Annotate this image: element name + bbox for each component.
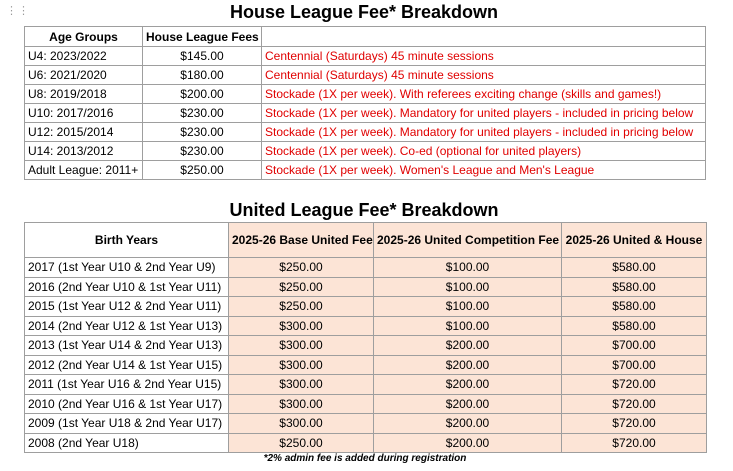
total-fee-cell: $580.00 [562,297,707,317]
fee-cell: $230.00 [143,142,262,161]
base-fee-cell: $300.00 [229,414,374,434]
drag-handle-icon[interactable]: ⋮⋮ [6,4,30,17]
birth-year-cell: 2011 (1st Year U16 & 2nd Year U15) [25,375,229,395]
competition-fee-cell: $200.00 [374,355,562,375]
note-cell: Stockade (1X per week). Women's League and Men's League [262,161,706,180]
fee-cell: $230.00 [143,104,262,123]
total-fee-cell: $720.00 [562,394,707,414]
fee-cell: $180.00 [143,66,262,85]
competition-fee-cell: $100.00 [374,258,562,278]
house-league-title: House League Fee* Breakdown [229,2,499,22]
house-league-table [24,26,706,180]
table-row [25,161,706,180]
fee-cell: $145.00 [143,47,262,66]
birth-year-cell: 2012 (2nd Year U14 & 1st Year U15) [25,355,229,375]
note-cell: Stockade (1X per week). Co-ed (optional for united players) [262,142,706,161]
competition-fee-cell: $100.00 [374,316,562,336]
header-base-united-fee: 2025-26 Base United Fee [229,223,374,258]
fee-cell: $200.00 [143,85,262,104]
table-row [25,258,707,278]
base-fee-cell: $300.00 [229,336,374,356]
note-cell: Stockade (1X per week). With referees exciting change (skills and games!) [262,85,706,104]
table-row [25,123,706,142]
birth-year-cell: 2009 (1st Year U18 & 2nd Year U17) [25,414,229,434]
note-cell: Centennial (Saturdays) 45 minute sessions [262,47,706,66]
birth-year-cell: 2008 (2nd Year U18) [25,433,229,453]
age-group-cell: Adult League: 2011+ [25,161,143,180]
house-header-row [25,27,706,47]
total-fee-cell: $700.00 [562,336,707,356]
competition-fee-cell: $200.00 [374,414,562,434]
united-league-title: United League Fee* Breakdown [229,200,499,220]
united-league-table [24,222,707,453]
age-group-cell: U8: 2019/2018 [25,85,143,104]
note-cell: Stockade (1X per week). Mandatory for united players - included in pricing below [262,123,706,142]
total-fee-cell: $720.00 [562,433,707,453]
birth-year-cell: 2010 (2nd Year U16 & 1st Year U17) [25,394,229,414]
table-row [25,433,707,453]
table-row [25,297,707,317]
header-united-competition-fee: 2025-26 United Competition Fee [374,223,562,258]
total-fee-cell: $700.00 [562,355,707,375]
base-fee-cell: $250.00 [229,433,374,453]
age-group-cell: U6: 2021/2020 [25,66,143,85]
table-row [25,316,707,336]
table-row [25,85,706,104]
base-fee-cell: $300.00 [229,394,374,414]
competition-fee-cell: $200.00 [374,375,562,395]
base-fee-cell: $250.00 [229,297,374,317]
birth-year-cell: 2013 (1st Year U14 & 2nd Year U13) [25,336,229,356]
base-fee-cell: $300.00 [229,316,374,336]
competition-fee-cell: $100.00 [374,277,562,297]
table-row [25,142,706,161]
table-row [25,375,707,395]
total-fee-cell: $720.00 [562,375,707,395]
total-fee-cell: $580.00 [562,277,707,297]
age-group-cell: U10: 2017/2016 [25,104,143,123]
table-row [25,66,706,85]
fee-cell: $230.00 [143,123,262,142]
note-cell: Stockade (1X per week). Mandatory for united players - included in pricing below [262,104,706,123]
birth-year-cell: 2015 (1st Year U12 & 2nd Year U11) [25,297,229,317]
base-fee-cell: $300.00 [229,375,374,395]
competition-fee-cell: $100.00 [374,297,562,317]
admin-fee-footnote: *2% admin fee is added during registration [263,453,467,464]
table-row [25,336,707,356]
united-header-row [25,223,707,258]
total-fee-cell: $580.00 [562,316,707,336]
header-united-and-house: 2025-26 United & House [562,223,707,258]
total-fee-cell: $580.00 [562,258,707,278]
table-row [25,355,707,375]
header-house-league-fees: House League Fees [143,27,262,47]
base-fee-cell: $300.00 [229,355,374,375]
birth-year-cell: 2017 (1st Year U10 & 2nd Year U9) [25,258,229,278]
age-group-cell: U14: 2013/2012 [25,142,143,161]
table-row [25,277,707,297]
header-age-groups: Age Groups [25,27,143,47]
table-row [25,414,707,434]
competition-fee-cell: $200.00 [374,433,562,453]
age-group-cell: U4: 2023/2022 [25,47,143,66]
note-cell: Centennial (Saturdays) 45 minute sessions [262,66,706,85]
age-group-cell: U12: 2015/2014 [25,123,143,142]
table-row [25,47,706,66]
header-notes [262,27,706,47]
competition-fee-cell: $200.00 [374,394,562,414]
birth-year-cell: 2016 (2nd Year U10 & 1st Year U11) [25,277,229,297]
table-row [25,394,707,414]
header-birth-years: Birth Years [25,223,229,258]
competition-fee-cell: $200.00 [374,336,562,356]
birth-year-cell: 2014 (2nd Year U12 & 1st Year U13) [25,316,229,336]
table-row [25,104,706,123]
base-fee-cell: $250.00 [229,277,374,297]
fee-cell: $250.00 [143,161,262,180]
total-fee-cell: $720.00 [562,414,707,434]
base-fee-cell: $250.00 [229,258,374,278]
